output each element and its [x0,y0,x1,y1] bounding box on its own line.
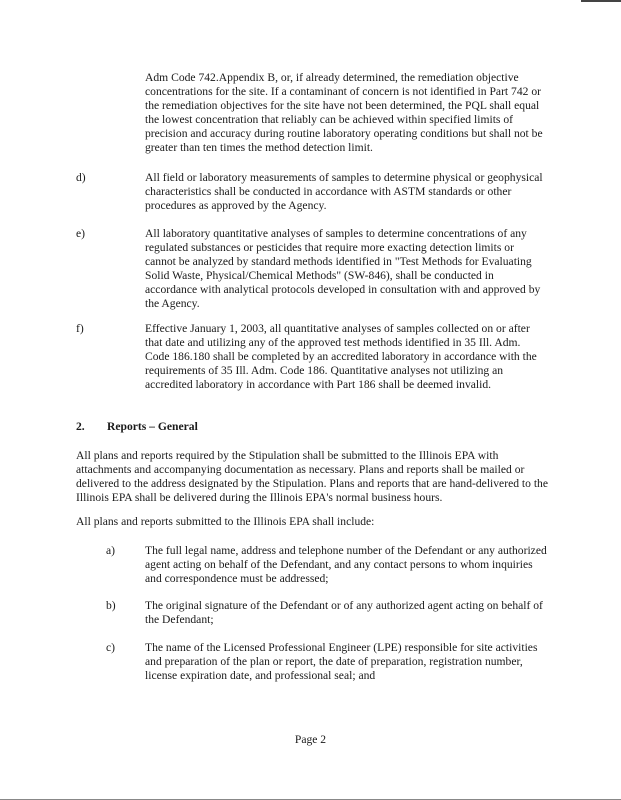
sub-item-label: c) [106,641,116,654]
sub-item-text: The full legal name, address and telephone number of the Defendant or any authorized agent acting on behalf of the Defendant, and any contact persons to whom inquiries and correspondence must be addressed; [145,544,547,585]
list-item-label: d) [76,171,86,184]
sub-item-label: b) [106,599,116,612]
sub-item-text: The original signature of the Defendant or of any authorized agent acting on behalf of the Defendant; [145,599,543,626]
section-title: Reports – General [107,420,198,433]
section-number: 2. [76,420,85,433]
list-item-label: e) [76,227,86,240]
scan-edge-top [581,0,621,2]
include-intro: All plans and reports submitted to the Illinois EPA shall include: [76,515,375,528]
list-item-text: All laboratory quantitative analyses of samples to determine concentrations of any regulated substances or pesticides that require more exacting detection limits or cannot be analyzed by standard methods identified in "Test Methods for Evaluating Solid Waste, Physical/Chemical Methods" (SW-846), shall be conducted in accordance with analytical protocols developed in consultation with and approved by the Agency. [145,227,541,310]
list-item-label: f) [76,322,84,335]
sub-item-label: a) [106,544,116,557]
page-number: Page 2 [294,733,327,746]
list-item-text: Effective January 1, 2003, all quantitative analyses of samples collected on or after that date and utilizing any of the approved test methods identified in 35 Ill. Adm. Code 186.180 shall be completed by an accredited laboratory in accordance with the requirements of 35 Ill. Adm. Code 186. Quantitative analyses not utilizing an accredited laboratory in accordance with Part 186 shall be deemed invalid. [145,322,537,391]
reports-paragraph: All plans and reports required by the Stipulation shall be submitted to the Illinois EPA with attachments and accompanying documentation as necessary. Plans and reports shall be mailed or delivered to the address designated by the Stipulation. Plans and reports that are hand-delivered to the Illinois EPA shall be delivered during the Illinois EPA's normal business hours. [76,449,548,504]
list-item-text: All field or laboratory measurements of samples to determine physical or geophysical characteristics shall be conducted in accordance with ASTM standards or other procedures as approved by the Agency. [145,171,543,212]
sub-item-text: The name of the Licensed Professional Engineer (LPE) responsible for site activities and preparation of the plan or report, the date of preparation, registration number, license expiration date, and professional seal; and [145,641,538,682]
continuation-paragraph: Adm Code 742.Appendix B, or, if already determined, the remediation objective concentrations for the site. If a contaminant of concern is not identified in Part 742 or the remediation objectives for the site have not been determined, the PQL shall equal the lowest concentration that reliably can be achieved within specified limits of precision and accuracy during routine laboratory operating conditions but shall not be greater than ten times the method detection limit. [145,71,543,154]
